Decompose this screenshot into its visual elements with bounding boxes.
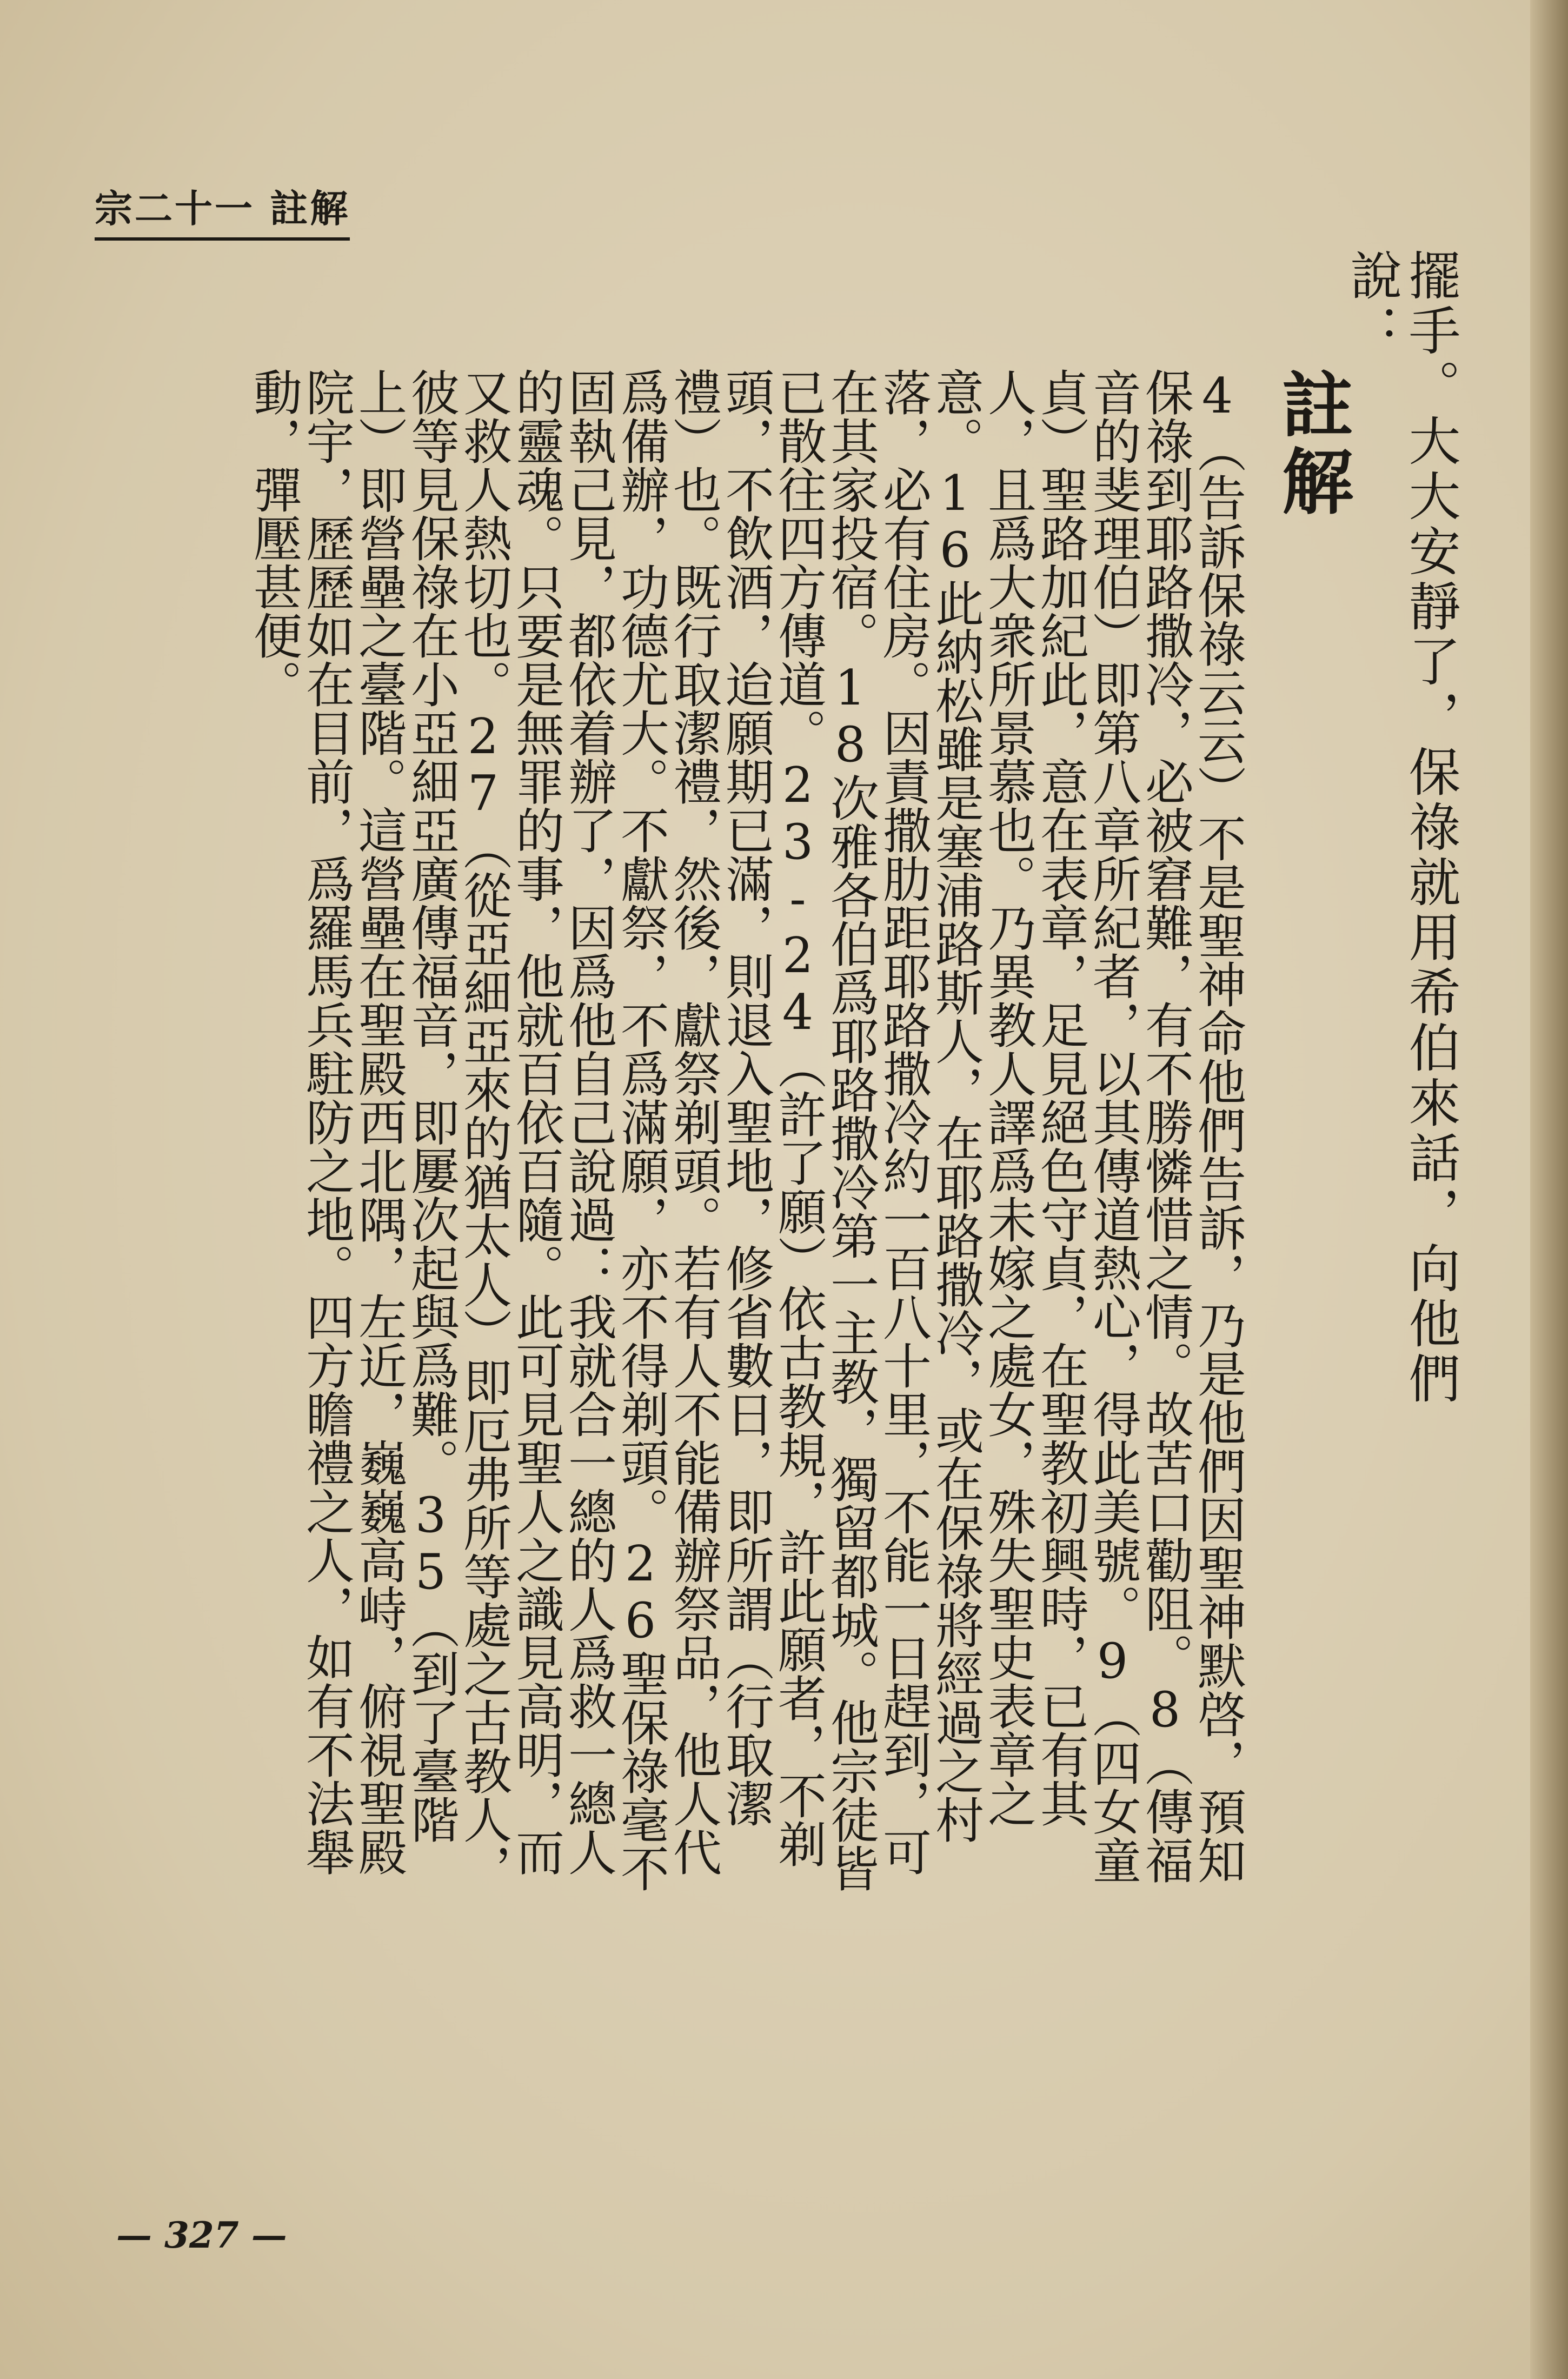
header-rule <box>95 237 350 241</box>
running-title: 宗二十一 註解 <box>95 186 350 231</box>
section-title: 註解 <box>1270 368 1353 521</box>
page-number: — 327 — <box>116 2214 287 2256</box>
intro-text-column: 擺手。大大安靜了，保祿就用希伯來話，向他們說： <box>1342 249 1461 1407</box>
annotation-body: 4（告訴保祿云云）不是聖神命他們告訴，乃是他們因聖神默啓，預知保祿到耶路撒冷，必被窘難，有不勝憐惜之情。故苦口勸阻。8（傳福音的斐理伯）即第八章所紀者，以其傳道熱心，得此美號。9（四女童貞）聖路加紀此，意在表章，足見絕色守貞，在聖教初興時，已有其人，且爲大衆所景慕也。乃異教人譯爲未嫁之處女，殊失聖史表章之意。16此納松雖是塞浦路斯人，在耶路撒冷，或在保祿將經過之村落，必有住房。因責撒肋距耶路撒冷約一百八十里，不能一日趕到，可在其家投宿。18次雅各伯爲耶路撒冷第一主教，獨留都城。他宗徒皆已散往四方傳道。23‑24（許了願）依古教規，許此願者，不剃頭，不飲酒，迨願期已滿，則退入聖地，修省數日，即所謂（行取潔禮）也。既行取潔禮，然後，獻祭剃頭。若有人不能備辦祭品，他人代爲備辦，功德尤大。不獻祭，不爲滿願，亦不得剃頭。26聖保祿毫不固執己見，都依着辦了，因爲他自己說過：我就合一總的人爲救一總人的靈魂。只要是無罪的事，他就百依百隨。此可見聖人之識見高明，而又救人熱切也。27（從亞細亞來的猶太人）即厄弗所等處之古教人，彼等見保祿在小亞細亞廣傳福音，即屢次起與爲難。35（到了臺階上）即營壘之臺階。這營壘在聖殿西北隅，左近，巍巍高峙，俯視聖殿院宇，歷歷如在目前，爲羅馬兵駐防之地。四方瞻禮之人，如有不法舉動，彈壓甚便。 <box>245 368 1246 1892</box>
running-header <box>95 178 350 233</box>
book-spine-edge <box>1530 0 1568 2379</box>
